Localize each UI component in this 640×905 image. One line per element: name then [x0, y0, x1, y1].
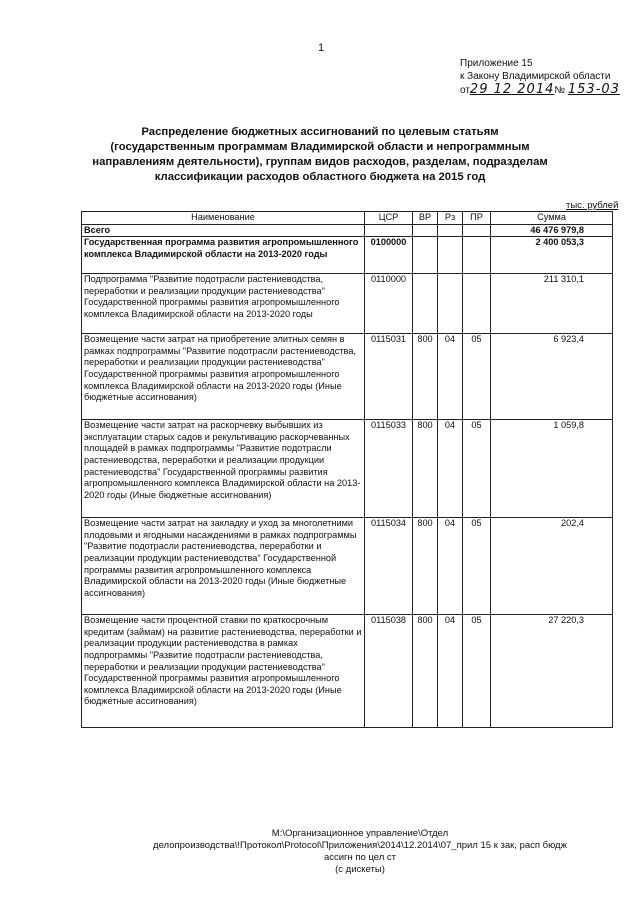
- handwritten-date: 29 12 2014: [469, 82, 555, 97]
- row-csr: 0110000: [365, 274, 413, 334]
- file-path-footer: [140, 828, 580, 876]
- total-label: Всего: [82, 224, 365, 237]
- appendix-law-line: к Закону Владимирской области: [460, 71, 611, 82]
- header-pr: ПР: [463, 212, 491, 225]
- row-rz: [438, 237, 463, 274]
- row-csr: 0115038: [365, 615, 413, 728]
- row-rz: 04: [438, 420, 463, 518]
- footer-line: М:\Организационное управление\Отдел: [271, 828, 449, 839]
- units-label: тыс. рублей: [566, 200, 619, 211]
- row-vr: 800: [413, 334, 438, 420]
- handwritten-number: 153-03: [567, 82, 620, 97]
- row-vr: [413, 274, 438, 334]
- row-rz: [438, 274, 463, 334]
- document-title: Распределение бюджетных ассигнований по целевым статьям (государственным программам Владимирской области и непрограммным направлениям деятельности), группам видов расходов, разделам, подразделам классификации расходов областного бюджета на 2015 год: [92, 126, 548, 183]
- table-row: [82, 615, 613, 728]
- table-row: [82, 237, 613, 274]
- row-pr: 05: [463, 518, 491, 615]
- row-vr: [413, 237, 438, 274]
- row-pr: 05: [463, 615, 491, 728]
- row-csr: 0100000: [365, 237, 413, 274]
- table-header-row: [82, 212, 613, 225]
- total-row: [82, 224, 613, 237]
- header-rz: Рз: [438, 212, 463, 225]
- header-name: Наименование: [82, 212, 365, 225]
- row-csr: 0115031: [365, 334, 413, 420]
- row-name: Возмещение части затрат на раскорчевку выбывших из эксплуатации старых садов и рекультивацию раскорчеванных площадей в рамках подпрограммы "Развитие подотрасли растениеводства, переработки и реализации продукции растениеводства" Государственной программы развития агропромышленного комплекса Владимирской области на 2013-2020 годы (Иные бюджетные ассигнования): [82, 420, 365, 518]
- header-sum: Сумма: [491, 212, 613, 225]
- row-vr: 800: [413, 518, 438, 615]
- row-name: Возмещение части затрат на закладку и уход за многолетними плодовыми и ягодными насаждениями в рамках подпрограммы "Развитие подотрасли растениеводства, переработки и реализации продукции растениеводства" Государственной программы развития агропромышленного комплекса Владимирской области на 2013-2020 годы (Иные бюджетные ассигнования): [82, 518, 365, 615]
- row-sum: 27 220,3: [491, 615, 613, 728]
- table-row: [82, 420, 613, 518]
- footer-line: (с дискеты): [335, 864, 385, 875]
- row-pr: 05: [463, 334, 491, 420]
- budget-table: [81, 211, 613, 728]
- row-rz: 04: [438, 615, 463, 728]
- row-sum: 1 059,8: [491, 420, 613, 518]
- row-name: Возмещение части процентной ставки по краткосрочным кредитам (займам) на развитие растениеводства, переработки и реализации продукции растениеводства в рамках подпрограммы "Развитие подотрасли растениеводства, переработки и реализации продукции растениеводства" Государственной программы развития агропромышленного комплекса Владимирской области на 2013-2020 годы (Иные бюджетные ассигнования): [82, 615, 365, 728]
- row-csr: 0115034: [365, 518, 413, 615]
- header-csr: ЦСР: [365, 212, 413, 225]
- row-sum: 2 400 053,3: [491, 237, 613, 274]
- row-pr: [463, 237, 491, 274]
- row-rz: 04: [438, 518, 463, 615]
- page-number: 1: [318, 42, 325, 54]
- table-row: [82, 274, 613, 334]
- table-row: [82, 334, 613, 420]
- appendix-header: [460, 57, 620, 97]
- appendix-line: Приложение 15: [460, 58, 533, 69]
- row-vr: 800: [413, 615, 438, 728]
- row-sum: 202,4: [491, 518, 613, 615]
- row-rz: 04: [438, 334, 463, 420]
- row-vr: 800: [413, 420, 438, 518]
- row-name: Государственная программа развития агропромышленного комплекса Владимирской области на 2013-2020 годы: [82, 237, 365, 274]
- row-csr: 0115033: [365, 420, 413, 518]
- header-vr: ВР: [413, 212, 438, 225]
- row-pr: 05: [463, 420, 491, 518]
- date-prefix: от: [460, 85, 470, 96]
- row-sum: 6 923,4: [491, 334, 613, 420]
- table-row: [82, 518, 613, 615]
- number-sign: №: [554, 85, 566, 96]
- row-name: Возмещение части затрат на приобретение элитных семян в рамках подпрограммы "Развитие подотрасли растениеводства, переработки и реализации продукции растениеводства" Государственной программы развития агропромышленного комплекса Владимирской области на 2013-2020 годы (Иные бюджетные ассигнования): [82, 334, 365, 420]
- row-name: Подпрограмма "Развитие подотрасли растениеводства, переработки и реализации продукции растениеводства" Государственной программы развития агропромышленного комплекса Владимирской области на 2013-2020 годы: [82, 274, 365, 334]
- row-sum: 211 310,1: [491, 274, 613, 334]
- footer-line: делопроизводства\!Протокол\Protocol\Приложения\2014\12.2014\07_прил 15 к зак, расп бюдж ассигн по цел ст: [153, 840, 567, 863]
- appendix-date-line: [460, 83, 620, 97]
- row-pr: [463, 274, 491, 334]
- total-sum: 46 476 979,8: [491, 224, 613, 237]
